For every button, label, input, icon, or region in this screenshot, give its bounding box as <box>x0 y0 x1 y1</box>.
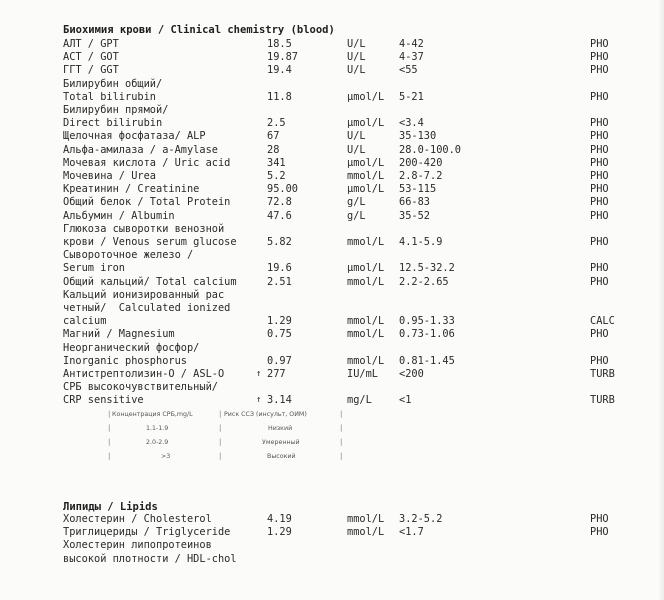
result-value: 11.8 <box>267 90 292 103</box>
result-unit: mmol/L <box>347 526 385 539</box>
reference-range: 0.81-1.45 <box>399 354 455 367</box>
result-row <box>0 51 664 64</box>
risk-header-concentration: Концентрация СРБ,mg/L <box>112 411 193 418</box>
reference-range: 35-52 <box>399 209 430 222</box>
test-name: Direct bilirubin <box>63 117 163 130</box>
result-row <box>0 130 664 143</box>
result-unit: µmol/L <box>347 183 385 196</box>
method-code: PHO <box>590 513 609 525</box>
reference-range: 28.0-100.0 <box>399 143 461 156</box>
method-code: PHO <box>590 236 609 248</box>
test-name: Магний / Magnesium <box>63 328 175 341</box>
risk-table-header <box>108 409 348 423</box>
crp-risk-table <box>108 409 348 465</box>
test-name: Билирубин прямой/ <box>63 104 169 116</box>
method-code: PHO <box>590 328 609 341</box>
test-name: крови / Venous serum glucose <box>63 236 237 248</box>
risk-table-border: | <box>108 410 111 418</box>
result-value: 5.82 <box>267 236 292 248</box>
result-unit: mg/L <box>347 394 372 407</box>
result-unit: mmol/L <box>347 236 385 248</box>
risk-concentration: >3 <box>161 453 171 460</box>
result-unit: mmol/L <box>347 170 385 182</box>
result-row <box>0 236 664 249</box>
result-value: 47.6 <box>267 209 292 222</box>
result-row <box>0 249 664 262</box>
test-name: Total bilirubin <box>63 90 156 103</box>
result-row <box>0 38 664 51</box>
result-row <box>0 170 664 183</box>
reference-range: 35-130 <box>399 130 437 143</box>
result-row <box>0 342 664 355</box>
lipids-section-title: Липиды / Lipids <box>63 501 158 513</box>
test-name: СРБ высокочувствительный/ <box>63 381 218 394</box>
risk-table-row <box>108 423 348 437</box>
method-code: PHO <box>590 526 609 539</box>
test-name: АСТ / GOT <box>63 51 119 64</box>
biochem-section-title: Биохимия крови / Clinical chemistry (blood) <box>63 24 335 36</box>
method-code: PHO <box>590 196 609 209</box>
result-row <box>0 328 664 341</box>
test-name: Щелочная фосфатаза/ ALP <box>63 130 206 143</box>
test-name: Inorganic phosphorus <box>63 354 187 367</box>
test-name: Холестерин / Cholesterol <box>63 513 212 525</box>
result-row <box>0 78 664 91</box>
reference-range: 4.1-5.9 <box>399 236 443 248</box>
risk-table-border: | <box>108 452 111 460</box>
result-unit: µmol/L <box>347 262 385 275</box>
abnormal-flag-icon: ↑ <box>256 369 262 379</box>
result-row <box>0 196 664 209</box>
result-value: 4.19 <box>267 513 292 525</box>
method-code: PHO <box>590 170 609 182</box>
risk-level: Низкий <box>268 425 293 432</box>
method-code: PHO <box>590 156 609 169</box>
result-unit: U/L <box>347 64 366 77</box>
risk-level: Высокий <box>267 453 296 460</box>
reference-range: 5-21 <box>399 90 424 103</box>
method-code: TURB <box>590 394 615 407</box>
result-row <box>0 91 664 104</box>
result-row <box>0 368 664 381</box>
result-row <box>0 302 664 315</box>
result-row <box>0 539 664 552</box>
risk-level: Умеренный <box>262 439 300 446</box>
result-value: 0.97 <box>267 354 292 367</box>
risk-table-row <box>108 451 348 465</box>
result-row <box>0 223 664 236</box>
result-row <box>0 144 664 157</box>
result-unit: U/L <box>347 143 366 156</box>
abnormal-flag-icon: ↑ <box>256 395 262 406</box>
risk-table-border: | <box>108 424 111 432</box>
risk-table-border: | <box>219 424 222 432</box>
result-unit: µmol/L <box>347 156 385 169</box>
risk-table-border: | <box>340 452 343 460</box>
test-name: Антистрептолизин-О / ASL-O <box>63 368 225 380</box>
risk-table-border: | <box>108 438 111 446</box>
result-unit: U/L <box>347 38 366 50</box>
test-name: Неорганический фосфор/ <box>63 341 200 354</box>
result-row <box>0 355 664 368</box>
reference-range: <3.4 <box>399 117 424 130</box>
test-name: Общий белок / Total Protein <box>63 196 231 209</box>
result-unit: mmol/L <box>347 513 385 525</box>
result-value: 95.00 <box>267 183 298 196</box>
reference-range: <1.7 <box>399 526 424 539</box>
test-name: CRP sensitive <box>63 394 144 407</box>
reference-range: 0.73-1.06 <box>399 328 455 341</box>
result-row <box>0 526 664 539</box>
risk-header-risk: Риск ССЗ (инсульт, ОИМ) <box>224 411 307 418</box>
reference-range: 0.95-1.33 <box>399 315 455 328</box>
method-code: PHO <box>590 130 609 143</box>
result-value: 2.51 <box>267 275 292 288</box>
test-name: Мочевая кислота / Uric acid <box>63 156 231 169</box>
test-name: Креатинин / Creatinine <box>63 183 200 196</box>
result-row <box>0 276 664 289</box>
result-unit: mmol/L <box>347 328 385 341</box>
reference-range: 200-420 <box>399 156 443 169</box>
result-unit: IU/mL <box>347 368 378 380</box>
test-name: Холестерин липопротеинов <box>63 539 212 552</box>
test-name: calcium <box>63 315 107 328</box>
test-name: Глюкоза сыворотки венозной <box>63 222 225 235</box>
test-name: Мочевина / Urea <box>63 170 156 182</box>
result-row <box>0 513 664 526</box>
method-code: PHO <box>590 117 609 130</box>
result-unit: U/L <box>347 51 366 64</box>
risk-table-border: | <box>340 424 343 432</box>
method-code: PHO <box>590 209 609 222</box>
test-name: Сывороточное железо / <box>63 249 194 262</box>
result-row <box>0 553 664 566</box>
result-value: 341 <box>267 156 286 169</box>
test-name: высокой плотности / HDL-chol <box>63 552 237 565</box>
result-row <box>0 381 664 394</box>
method-code: PHO <box>590 262 609 275</box>
result-row <box>0 104 664 117</box>
result-unit: mmol/L <box>347 354 385 367</box>
result-row <box>0 210 664 223</box>
result-row <box>0 262 664 275</box>
risk-concentration: 1.1-1.9 <box>146 425 169 432</box>
result-value: 19.4 <box>267 64 292 77</box>
reference-range: 4-42 <box>399 38 424 50</box>
test-name: АЛТ / GPT <box>63 38 119 50</box>
test-name: Альфа-амилаза / a-Amylase <box>63 143 218 156</box>
reference-range: 53-115 <box>399 183 437 196</box>
risk-table-border: | <box>340 438 343 446</box>
result-value: 2.5 <box>267 117 286 130</box>
result-row <box>0 315 664 328</box>
method-code: PHO <box>590 51 609 64</box>
method-code: PHO <box>590 143 609 156</box>
result-unit: U/L <box>347 130 366 143</box>
result-unit: µmol/L <box>347 117 385 130</box>
risk-table-border: | <box>219 438 222 446</box>
test-name: Serum iron <box>63 262 125 275</box>
test-name: Альбумин / Albumin <box>63 209 175 222</box>
result-unit: g/L <box>347 209 366 222</box>
result-value: 19.6 <box>267 262 292 275</box>
result-value: 1.29 <box>267 526 292 539</box>
reference-range: 2.2-2.65 <box>399 275 449 288</box>
test-name: Триглицериды / Triglyceride <box>63 526 231 539</box>
method-code: CALC <box>590 315 615 328</box>
result-value: 277 <box>267 368 286 380</box>
reference-range: 2.8-7.2 <box>399 170 443 182</box>
method-code: TURB <box>590 368 615 380</box>
result-row <box>0 183 664 196</box>
risk-table-row <box>108 437 348 451</box>
test-name: Билирубин общий/ <box>63 77 163 90</box>
test-name: четный/ Calculated ionized <box>63 302 231 314</box>
result-value: 1.29 <box>267 315 292 328</box>
reference-range: 66-83 <box>399 196 430 209</box>
result-unit: g/L <box>347 196 366 209</box>
result-value: 72.8 <box>267 196 292 209</box>
reference-range: 4-37 <box>399 51 424 64</box>
result-row <box>0 289 664 302</box>
reference-range: <200 <box>399 368 424 380</box>
method-code: PHO <box>590 183 609 196</box>
method-code: PHO <box>590 64 609 77</box>
result-value: 18.5 <box>267 38 292 50</box>
result-unit: µmol/L <box>347 90 385 103</box>
test-name: ГГТ / GGT <box>63 64 119 77</box>
reference-range: 12.5-32.2 <box>399 262 455 275</box>
result-unit: mmol/L <box>347 275 385 288</box>
result-row <box>0 394 664 407</box>
risk-concentration: 2.0-2.9 <box>146 439 169 446</box>
result-value: 3.14 <box>267 394 292 407</box>
result-value: 67 <box>267 130 280 143</box>
risk-table-border: | <box>219 452 222 460</box>
result-value: 0.75 <box>267 328 292 341</box>
reference-range: 3.2-5.2 <box>399 513 443 525</box>
reference-range: <1 <box>399 394 412 407</box>
risk-table-border: | <box>219 410 222 418</box>
method-code: PHO <box>590 38 609 50</box>
reference-range: <55 <box>399 64 418 77</box>
test-name: Общий кальций/ Total calcium <box>63 275 237 288</box>
result-value: 19.87 <box>267 51 298 64</box>
test-name: Кальций ионизированный рас <box>63 288 225 301</box>
result-row <box>0 157 664 170</box>
result-value: 5.2 <box>267 170 286 182</box>
result-value: 28 <box>267 143 280 156</box>
result-row <box>0 64 664 77</box>
risk-table-border: | <box>340 410 343 418</box>
method-code: PHO <box>590 275 609 288</box>
result-row <box>0 117 664 130</box>
result-unit: mmol/L <box>347 315 385 328</box>
method-code: PHO <box>590 354 609 367</box>
method-code: PHO <box>590 90 609 103</box>
